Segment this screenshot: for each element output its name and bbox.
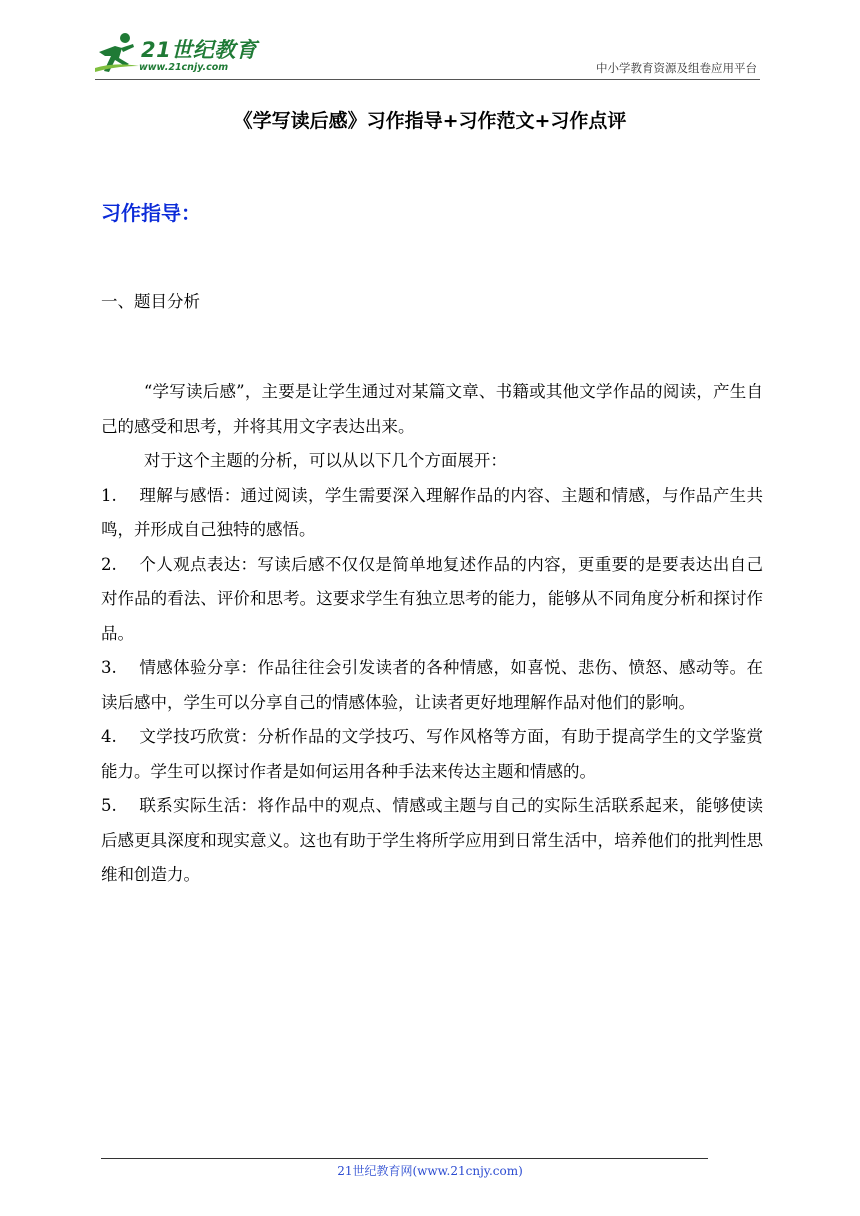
list-item-number: 4. [101, 727, 117, 746]
page-header [95, 28, 760, 80]
list-item-text: 理解与感悟：通过阅读，学生需要深入理解作品的内容、主题和情感，与作品产生共鸣，并形成自己独特的感悟。 [101, 485, 763, 539]
list-item-number: 5. [101, 796, 117, 815]
list-item [101, 789, 763, 893]
lead-paragraph: 对于这个主题的分析，可以从以下几个方面展开： [143, 451, 507, 470]
footer-text: 21世纪教育网(www.21cnjy.com) [337, 1164, 523, 1178]
header-platform-text: 中小学教育资源及组卷应用平台 [596, 61, 757, 75]
intro-paragraph: “学写读后感”，主要是让学生通过对某篇文章、书籍或其他文学作品的阅读，产生自己的感受和思考，并将其用文字表达出来。 [101, 382, 763, 436]
body-text [101, 375, 763, 893]
site-logo [95, 32, 265, 76]
logo-text: 21世纪教育 [141, 38, 258, 62]
logo-url: www.21cnjy.com [139, 62, 229, 73]
list-item-number: 2. [101, 554, 117, 574]
list-item-text: 情感体验分享：作品往往会引发读者的各种情感，如喜悦、悲伤、愤怒、感动等。在读后感中，学生可以分享自己的情感体验，让读者更好地理解作品对他们的影响。 [101, 658, 763, 712]
list-item [101, 479, 763, 548]
list-item [101, 720, 763, 789]
document-title: 《学写读后感》习作指导+习作范文+习作点评 [233, 110, 627, 132]
list-item-number: 3. [101, 658, 117, 677]
list-item [101, 548, 763, 652]
header-divider [95, 79, 760, 80]
list-item-text: 个人观点表达：写读后感不仅仅是简单地复述作品的内容，更重要的是要表达出自己对作品的看法、评价和思考。这要求学生有独立思考的能力，能够从不同角度分析和探讨作品。 [101, 554, 763, 643]
section-heading: 习作指导： [101, 201, 201, 225]
list-item [101, 651, 763, 720]
subheading: 一、题目分析 [101, 292, 200, 311]
footer-divider [101, 1158, 708, 1159]
list-item-text: 联系实际生活：将作品中的观点、情感或主题与自己的实际生活联系起来，能够使读后感更具深度和现实意义。这也有助于学生将所学应用到日常生活中，培养他们的批判性思维和创造力。 [101, 796, 763, 884]
list-item-number: 1. [101, 485, 117, 505]
runner-logo-icon [95, 32, 141, 74]
list-item-text: 文学技巧欣赏：分析作品的文学技巧、写作风格等方面，有助于提高学生的文学鉴赏能力。学生可以探讨作者是如何运用各种手法来传达主题和情感的。 [101, 727, 763, 781]
